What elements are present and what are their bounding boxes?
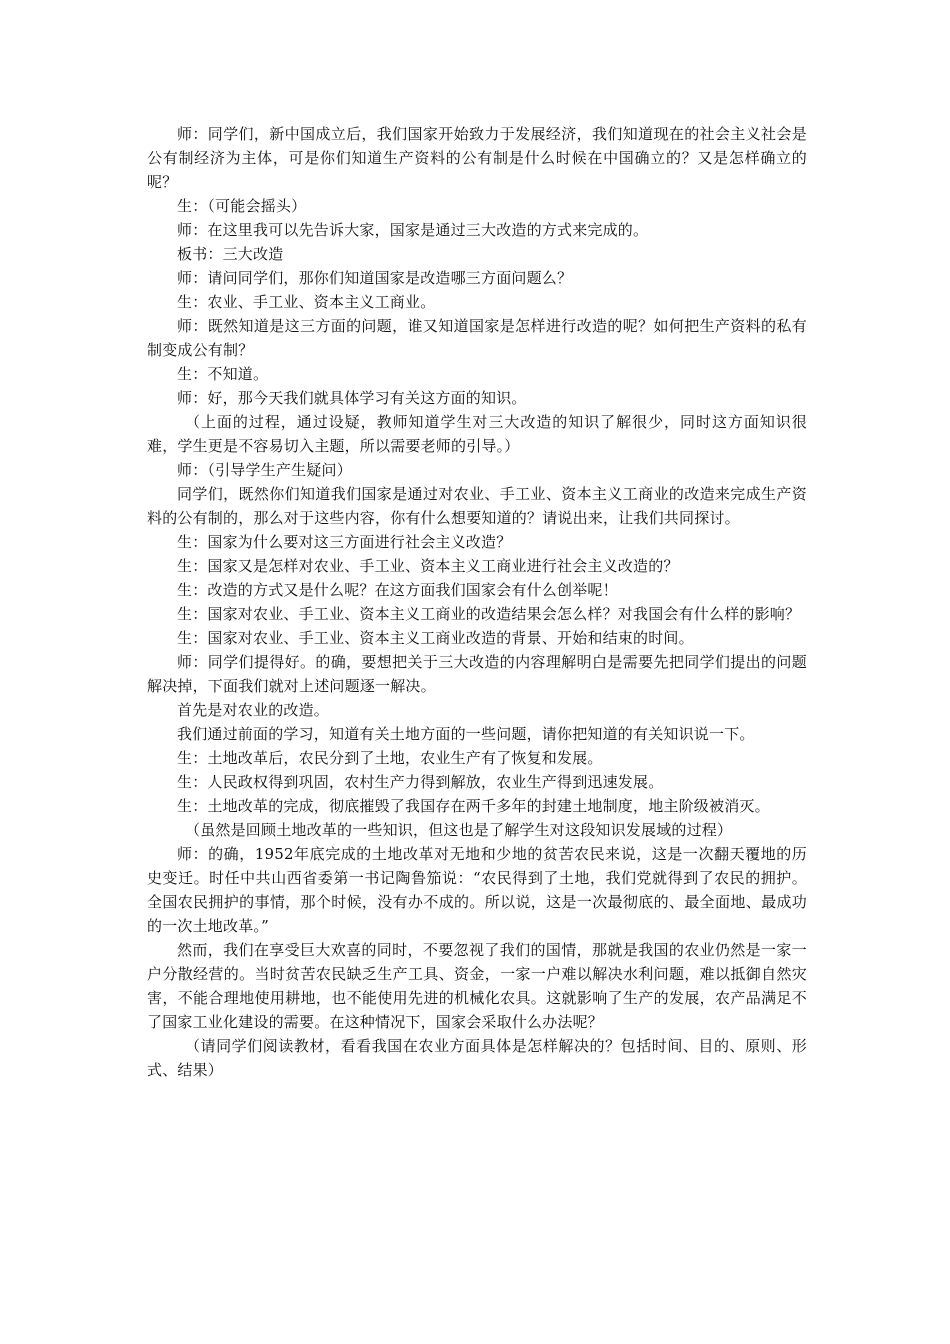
paragraph: 生：土地改革后，农民分到了土地，农业生产有了恢复和发展。 [177, 749, 603, 767]
paragraph: 生：土地改革的完成，彻底摧毁了我国存在两千多年的封建土地制度，地主阶级被消灭。 [177, 797, 770, 815]
paragraph: 师：好，那今天我们就具体学习有关这方面的知识。 [177, 389, 527, 407]
paragraph: 生：国家对农业、手工业、资本主义工商业改造的背景、开始和结束的时间。 [177, 629, 694, 647]
paragraph: 师：同学们提得好。的确，要想把关于三大改造的内容理解明白是需要先把同学们提出的问题解决掉，下面我们就对上述问题逐一解决。 [147, 653, 807, 695]
paragraph: 生：不知道。 [177, 365, 269, 383]
paragraph: 生：人民政权得到巩固，农村生产力得到解放，农业生产得到迅速发展。 [177, 773, 664, 791]
paragraph: 师：（引导学生产生疑问） [177, 461, 352, 479]
paragraph: 生：国家又是怎样对农业、手工业、资本主义工商业进行社会主义改造的？ [177, 557, 679, 575]
paragraph: 然而，我们在享受巨大欢喜的同时，不要忽视了我们的国情，那就是我国的农业仍然是一家一户分散经营的。当时贫苦农民缺乏生产工具、资金，一家一户难以解决水利问题，难以抵御自然灾害，不能合理地使用耕地，也不能使用先进的机械化农具。这就影响了生产的发展，农产品满足不了国家工业化建设的需要。在这种情况下，国家会采取什么办法呢？ [147, 941, 807, 1031]
paragraph: 师：既然知道是这三方面的问题，谁又知道国家是怎样进行改造的呢？如何把生产资料的私有制变成公有制？ [147, 317, 807, 359]
paragraph: 生：改造的方式又是什么呢？在这方面我们国家会有什么创举呢！ [177, 581, 618, 599]
paragraph: 生：农业、手工业、资本主义工商业。 [177, 293, 436, 311]
paragraph: 生：国家对农业、手工业、资本主义工商业的改造结果会怎么样？对我国会有什么样的影响？ [177, 605, 801, 623]
paragraph: 板书：三大改造 [177, 245, 284, 263]
paragraph-note: （上面的过程，通过设疑，教师知道学生对三大改造的知识了解很少，同时这方面知识很难，学生更是不容易切入主题，所以需要老师的引导。） [147, 413, 807, 455]
paragraph: 同学们，既然你们知道我们国家是通过对农业、手工业、资本主义工商业的改造来完成生产资料的公有制的，那么对于这些内容，你有什么想要知道的？请说出来，让我们共同探讨。 [147, 485, 807, 527]
paragraph-note: （虽然是回顾土地改革的一些知识，但这也是了解学生对这段知识发展域的过程） [185, 821, 733, 839]
paragraph-note: （请同学们阅读教材，看看我国在农业方面具体是怎样解决的？包括时间、目的、原则、形式、结果） [147, 1037, 807, 1079]
paragraph: 师：的确，1952年底完成的土地改革对无地和少地的贫苦农民来说，这是一次翻天覆地的历史变迁。时任中共山西省委第一书记陶鲁笳说：“农民得到了土地，我们党就得到了农民的拥护。全国农民拥护的事情，那个时候，没有办不成的。所以说，这是一次最彻底的、最全面地、最成功的一次土地改革。” [147, 845, 807, 935]
paragraph: 师：同学们，新中国成立后，我们国家开始致力于发展经济，我们知道现在的社会主义社会是公有制经济为主体，可是你们知道生产资料的公有制是什么时候在中国确立的？又是怎样确立的呢？ [147, 125, 807, 191]
paragraph: 首先是对农业的改造。 [177, 701, 330, 719]
paragraph: 师：请问同学们，那你们知道国家是改造哪三方面问题么？ [177, 269, 573, 287]
paragraph: 师：在这里我可以先告诉大家，国家是通过三大改造的方式来完成的。 [177, 221, 649, 239]
paragraph: 我们通过前面的学习，知道有关土地方面的一些问题，请你把知道的有关知识说一下。 [177, 725, 755, 743]
paragraph: 生：国家为什么要对这三方面进行社会主义改造？ [177, 533, 512, 551]
document-page [147, 122, 807, 1082]
paragraph: 生：（可能会摇头） [177, 197, 307, 215]
